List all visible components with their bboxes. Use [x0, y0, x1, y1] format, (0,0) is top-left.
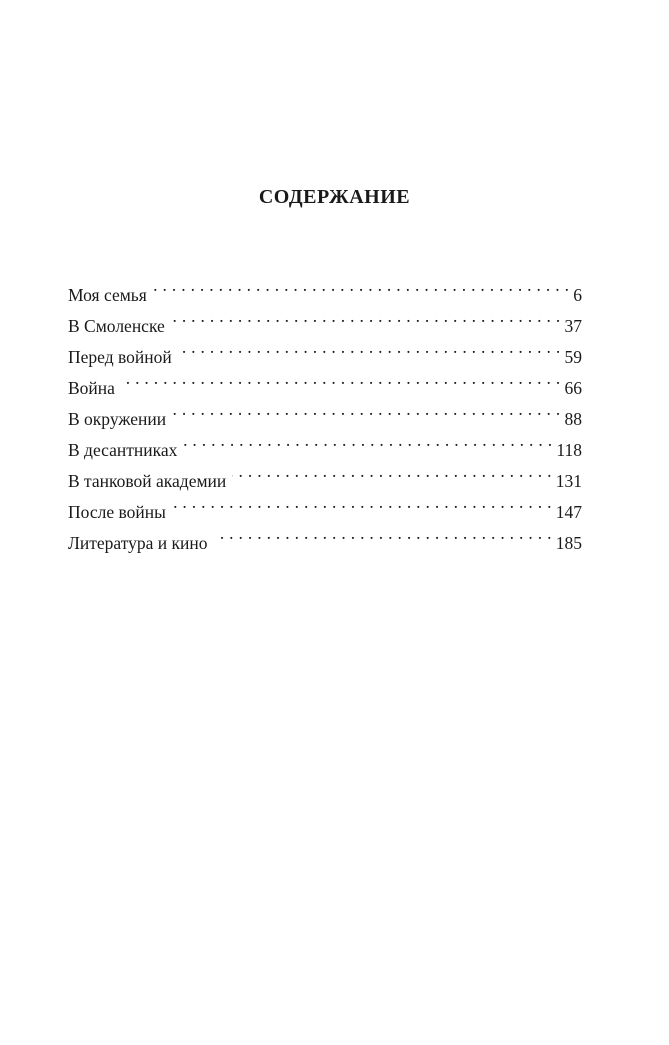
toc-entry [68, 270, 582, 305]
toc-dot-leader [178, 332, 561, 363]
toc-title: СОДЕРЖАНИЕ [258, 186, 411, 208]
toc-entry-page: 59 [564, 347, 582, 367]
toc-list [68, 270, 582, 553]
toc-entry-label: В окружении [68, 409, 167, 429]
toc-entry-page: 88 [564, 409, 582, 429]
toc-entry-label: Моя семья [68, 285, 147, 305]
toc-entry [68, 394, 582, 429]
toc-entry-page: 37 [564, 316, 582, 336]
toc-dot-leader [172, 487, 552, 518]
toc-entry-label: В десантниках [68, 440, 178, 460]
toc-entry-page: 6 [573, 285, 582, 305]
toc-entry-page: 147 [555, 502, 582, 522]
toc-entry [68, 363, 582, 398]
toc-entry-label: В Смоленске [68, 316, 165, 336]
toc-entry-label: В танковой академии [68, 471, 227, 491]
toc-entry-page: 131 [555, 471, 582, 491]
toc-dot-leader [214, 518, 552, 549]
toc-dot-leader [153, 270, 569, 301]
toc-entry-label: После войны [68, 502, 166, 522]
toc-entry-page: 185 [555, 533, 582, 553]
toc-dot-leader [183, 425, 552, 456]
toc-entry-label: Литература и кино [68, 533, 208, 553]
toc-entry-label: Война [68, 378, 115, 398]
toc-dot-leader [172, 394, 560, 425]
toc-entry-page: 118 [556, 440, 582, 460]
toc-dot-leader [121, 363, 561, 394]
toc-dot-leader [171, 301, 561, 332]
toc-entry-label: Перед войной [68, 347, 172, 367]
toc-entry-page: 66 [564, 378, 582, 398]
toc-dot-leader [232, 456, 551, 487]
